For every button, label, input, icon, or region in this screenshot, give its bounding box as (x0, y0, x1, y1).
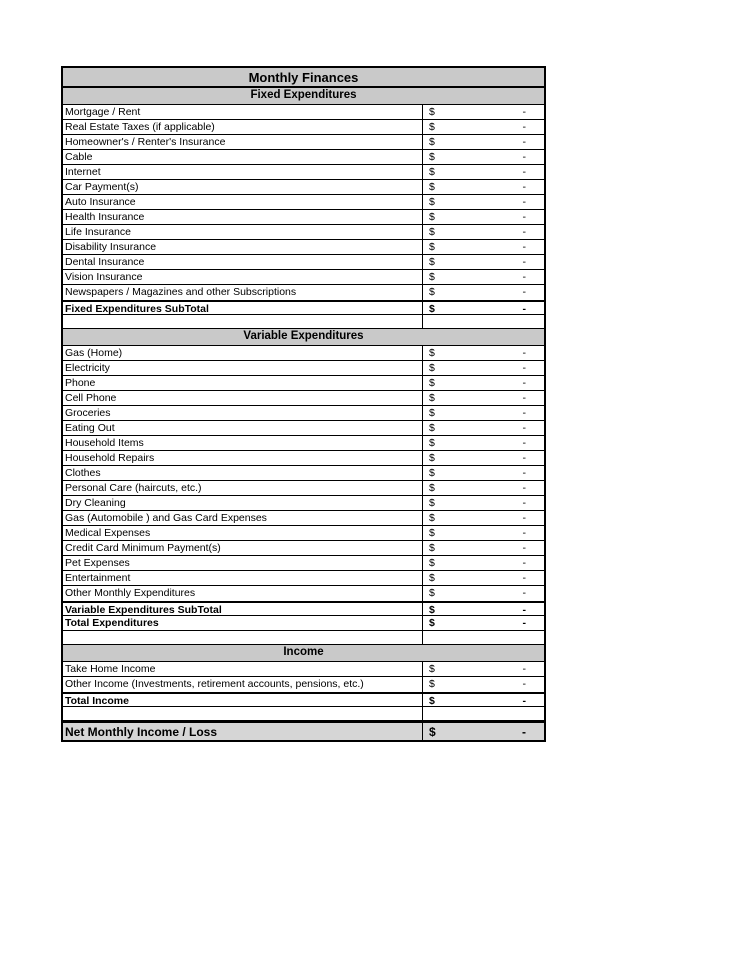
row-label: Homeowner's / Renter's Insurance (63, 135, 423, 149)
income-rows (63, 662, 544, 692)
variable-expenditures-header: Variable Expenditures (63, 329, 544, 346)
currency-symbol: $ (429, 303, 435, 315)
table-row (63, 496, 544, 511)
amount-cell[interactable]: - (522, 362, 526, 374)
table-row (63, 120, 544, 135)
amount-cell[interactable]: - (522, 452, 526, 464)
row-label: Household Repairs (63, 451, 423, 465)
amount-cell[interactable]: - (522, 587, 526, 599)
row-label: Groceries (63, 406, 423, 420)
table-row (63, 346, 544, 361)
row-label: Household Items (63, 436, 423, 450)
amount-cell[interactable]: - (522, 572, 526, 584)
row-label: Dry Cleaning (63, 496, 423, 510)
table-row (63, 466, 544, 481)
currency-symbol: $ (429, 286, 435, 298)
row-label: Total Income (63, 694, 423, 706)
row-label: Life Insurance (63, 225, 423, 239)
amount-cell[interactable]: - (522, 482, 526, 494)
amount-cell[interactable]: - (522, 695, 526, 707)
table-row (63, 150, 544, 165)
amount-cell[interactable]: - (522, 604, 526, 616)
amount-cell[interactable]: - (522, 106, 526, 118)
row-label: Fixed Expenditures SubTotal (63, 302, 423, 314)
table-row (63, 240, 544, 255)
row-label: Clothes (63, 466, 423, 480)
currency-symbol: $ (429, 241, 435, 253)
row-label: Dental Insurance (63, 255, 423, 269)
table-row (63, 165, 544, 180)
row-label: Total Expenditures (63, 616, 423, 630)
amount-cell[interactable]: - (522, 271, 526, 283)
net-monthly-income-row (63, 721, 544, 740)
amount-cell[interactable]: - (522, 542, 526, 554)
amount-cell[interactable]: - (522, 678, 526, 690)
table-row (63, 270, 544, 285)
amount-cell[interactable]: - (522, 166, 526, 178)
currency-symbol: $ (429, 121, 435, 133)
table-row (63, 210, 544, 225)
currency-symbol: $ (429, 196, 435, 208)
monthly-finances-table (61, 66, 546, 742)
row-label: Eating Out (63, 421, 423, 435)
table-row (63, 361, 544, 376)
currency-symbol: $ (429, 271, 435, 283)
table-title: Monthly Finances (63, 68, 544, 88)
amount-cell[interactable]: - (522, 347, 526, 359)
currency-symbol: $ (429, 695, 435, 707)
table-row (63, 481, 544, 496)
currency-symbol: $ (429, 407, 435, 419)
currency-symbol: $ (429, 166, 435, 178)
income-header: Income (63, 645, 544, 662)
amount-cell[interactable]: - (522, 241, 526, 253)
currency-symbol: $ (429, 422, 435, 434)
amount-cell[interactable]: - (522, 407, 526, 419)
row-label: Pet Expenses (63, 556, 423, 570)
variable-subtotal-row (63, 601, 544, 616)
row-label: Health Insurance (63, 210, 423, 224)
amount-cell[interactable]: - (522, 527, 526, 539)
table-row (63, 135, 544, 150)
amount-cell[interactable]: - (522, 392, 526, 404)
row-label: Car Payment(s) (63, 180, 423, 194)
row-label: Medical Expenses (63, 526, 423, 540)
currency-symbol: $ (429, 211, 435, 223)
amount-cell[interactable]: - (522, 725, 526, 739)
amount-cell[interactable]: - (522, 286, 526, 298)
currency-symbol: $ (429, 557, 435, 569)
table-row (63, 391, 544, 406)
row-label: Mortgage / Rent (63, 105, 423, 119)
currency-symbol: $ (429, 256, 435, 268)
spacer-row (63, 315, 544, 329)
row-label: Auto Insurance (63, 195, 423, 209)
row-label: Entertainment (63, 571, 423, 585)
currency-symbol: $ (429, 725, 436, 739)
currency-symbol: $ (429, 663, 435, 675)
row-label: Real Estate Taxes (if applicable) (63, 120, 423, 134)
spacer-row (63, 631, 544, 645)
total-income-row (63, 692, 544, 707)
table-row (63, 225, 544, 240)
row-label: Cell Phone (63, 391, 423, 405)
amount-cell[interactable]: - (522, 256, 526, 268)
currency-symbol: $ (429, 527, 435, 539)
currency-symbol: $ (429, 136, 435, 148)
currency-symbol: $ (429, 151, 435, 163)
amount-cell[interactable]: - (522, 467, 526, 479)
table-row (63, 541, 544, 556)
table-row (63, 662, 544, 677)
table-row (63, 451, 544, 466)
amount-cell[interactable]: - (522, 557, 526, 569)
total-expenditures-row (63, 616, 544, 631)
amount-cell[interactable]: - (522, 181, 526, 193)
row-label: Phone (63, 376, 423, 390)
currency-symbol: $ (429, 392, 435, 404)
variable-expenditures-rows (63, 346, 544, 601)
currency-symbol: $ (429, 604, 435, 616)
amount-cell[interactable]: - (522, 196, 526, 208)
amount-cell[interactable]: - (522, 437, 526, 449)
row-label: Internet (63, 165, 423, 179)
table-row (63, 586, 544, 601)
amount-cell[interactable]: - (522, 617, 526, 629)
row-label: Vision Insurance (63, 270, 423, 284)
amount-cell[interactable]: - (522, 226, 526, 238)
currency-symbol: $ (429, 587, 435, 599)
table-row (63, 421, 544, 436)
table-row (63, 677, 544, 692)
table-row (63, 511, 544, 526)
currency-symbol: $ (429, 181, 435, 193)
table-row (63, 255, 544, 270)
fixed-expenditures-rows (63, 105, 544, 300)
row-label: Credit Card Minimum Payment(s) (63, 541, 423, 555)
amount-cell[interactable]: - (522, 497, 526, 509)
table-row (63, 406, 544, 421)
currency-symbol: $ (429, 678, 435, 690)
table-row (63, 526, 544, 541)
row-label: Disability Insurance (63, 240, 423, 254)
fixed-subtotal-row (63, 300, 544, 315)
row-label: Other Monthly Expenditures (63, 586, 423, 601)
table-row (63, 195, 544, 210)
currency-symbol: $ (429, 106, 435, 118)
amount-cell[interactable]: - (522, 151, 526, 163)
amount-cell[interactable]: - (522, 377, 526, 389)
table-row (63, 376, 544, 391)
currency-symbol: $ (429, 437, 435, 449)
currency-symbol: $ (429, 362, 435, 374)
table-row (63, 105, 544, 120)
fixed-expenditures-header: Fixed Expenditures (63, 88, 544, 105)
amount-cell[interactable]: - (522, 422, 526, 434)
row-label: Personal Care (haircuts, etc.) (63, 481, 423, 495)
currency-symbol: $ (429, 377, 435, 389)
currency-symbol: $ (429, 617, 435, 629)
currency-symbol: $ (429, 572, 435, 584)
table-row (63, 436, 544, 451)
row-label: Variable Expenditures SubTotal (63, 603, 423, 615)
table-row (63, 285, 544, 300)
row-label: Net Monthly Income / Loss (63, 723, 423, 740)
table-row (63, 556, 544, 571)
currency-symbol: $ (429, 467, 435, 479)
row-label: Cable (63, 150, 423, 164)
row-label: Newspapers / Magazines and other Subscriptions (63, 285, 423, 300)
currency-symbol: $ (429, 542, 435, 554)
currency-symbol: $ (429, 497, 435, 509)
currency-symbol: $ (429, 452, 435, 464)
amount-cell[interactable]: - (522, 663, 526, 675)
amount-cell[interactable]: - (522, 211, 526, 223)
amount-cell[interactable]: - (522, 121, 526, 133)
row-label: Take Home Income (63, 662, 423, 676)
row-label: Other Income (Investments, retirement accounts, pensions, etc.) (63, 677, 423, 692)
amount-cell[interactable]: - (522, 136, 526, 148)
row-label: Gas (Home) (63, 346, 423, 360)
row-label: Gas (Automobile ) and Gas Card Expenses (63, 511, 423, 525)
row-label: Electricity (63, 361, 423, 375)
currency-symbol: $ (429, 512, 435, 524)
amount-cell[interactable]: - (522, 303, 526, 315)
currency-symbol: $ (429, 347, 435, 359)
currency-symbol: $ (429, 226, 435, 238)
spacer-row (63, 707, 544, 721)
currency-symbol: $ (429, 482, 435, 494)
table-row (63, 180, 544, 195)
amount-cell[interactable]: - (522, 512, 526, 524)
table-row (63, 571, 544, 586)
